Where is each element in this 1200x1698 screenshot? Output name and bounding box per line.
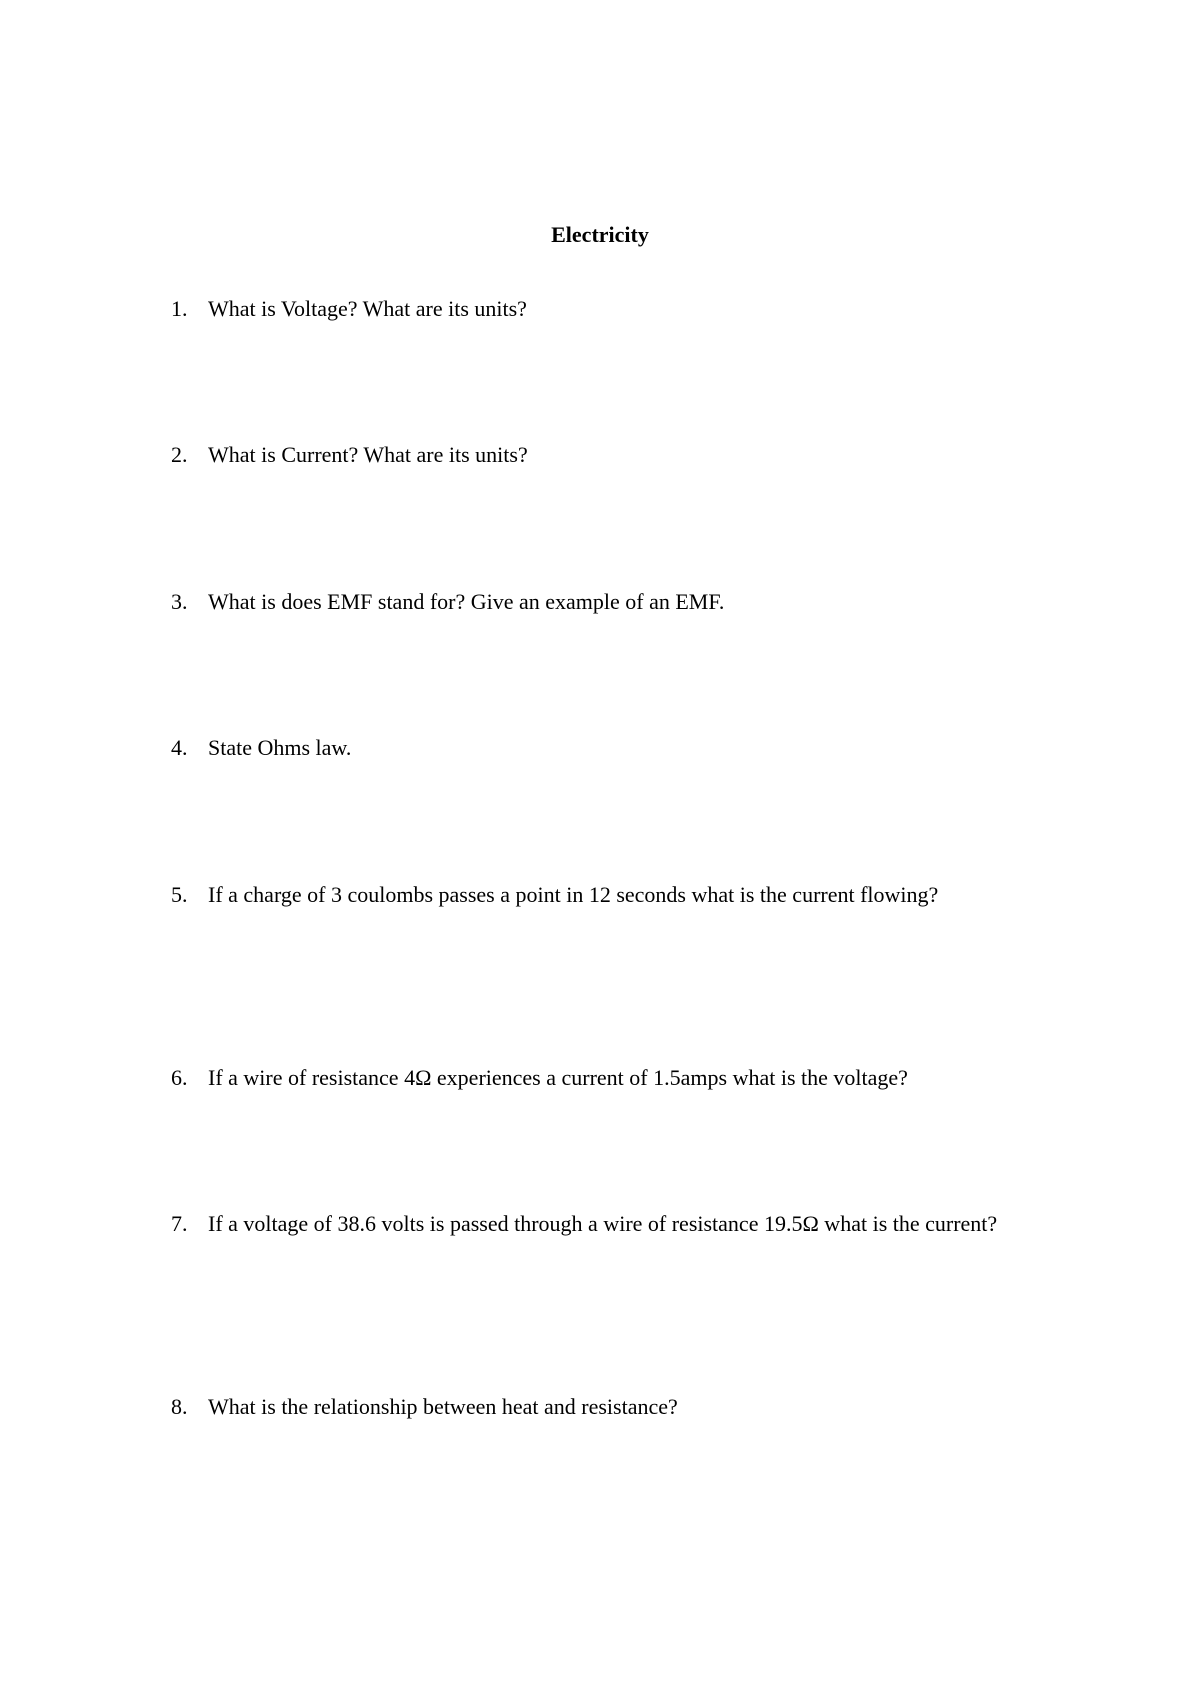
- question-5: [171, 877, 1034, 913]
- question-text: What is does EMF stand for? Give an example of an EMF.: [208, 589, 725, 614]
- question-number: 4.: [171, 735, 188, 760]
- question-text: If a voltage of 38.6 volts is passed through a wire of resistance 19.5Ω what is the current?: [208, 1211, 998, 1236]
- question-text: If a charge of 3 coulombs passes a point in 12 seconds what is the current flowing?: [208, 882, 939, 907]
- question-number: 6.: [171, 1065, 188, 1090]
- question-1: [171, 291, 1034, 327]
- question-number: 8.: [171, 1394, 188, 1419]
- question-text: If a wire of resistance 4Ω experiences a current of 1.5amps what is the voltage?: [208, 1065, 908, 1090]
- question-text: What is the relationship between heat and resistance?: [208, 1394, 678, 1419]
- question-text: What is Voltage? What are its units?: [208, 296, 527, 321]
- question-2: [171, 437, 1034, 473]
- question-6: [171, 1060, 1034, 1096]
- question-number: 5.: [171, 882, 188, 907]
- question-4: [171, 730, 1034, 766]
- question-number: 1.: [171, 296, 188, 321]
- question-3: [171, 584, 1034, 620]
- question-7: [171, 1206, 1034, 1242]
- question-number: 3.: [171, 589, 188, 614]
- question-number: 2.: [171, 442, 188, 467]
- page-title: Electricity: [551, 222, 649, 247]
- question-number: 7.: [171, 1211, 188, 1236]
- question-text: State Ohms law.: [208, 735, 352, 760]
- question-8: [171, 1389, 1034, 1425]
- question-text: What is Current? What are its units?: [208, 442, 528, 467]
